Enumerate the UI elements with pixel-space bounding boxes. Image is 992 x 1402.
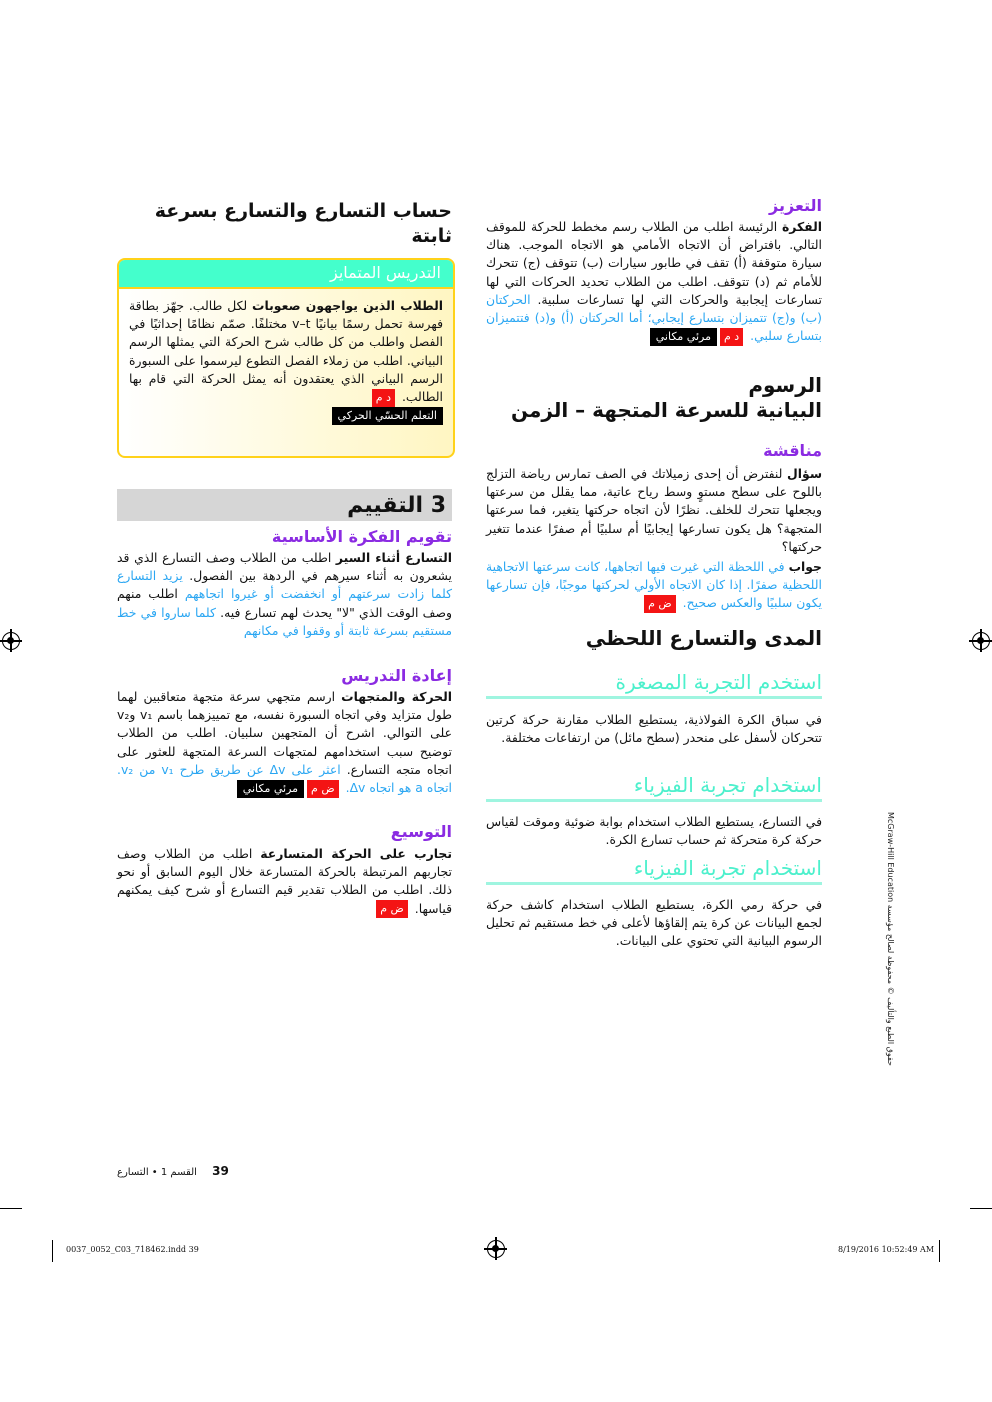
assessment-bar (117, 489, 452, 521)
section-label: القسم 1 • التسارع (117, 1167, 197, 1178)
graphs-title-line2: البيانية للسرعة المتجهة – الزمن (511, 398, 822, 422)
slug-filename: 0037_0052_C03_718462.indd 39 (66, 1245, 199, 1254)
assess-label: التقييم (347, 493, 424, 518)
graphs-title-line1: الرسوم (748, 373, 822, 397)
body: اطلب من الطلاب وصف التسارع الذي قد يشعرون به أثناء سيرهم في الردهة بين الفصول. (117, 550, 452, 584)
answer-text: في اللحظة التي غيرت فيها اتجاهها، كانت سرعتها الاتجاهية اللحظية صفرًا. إذا كان الاتجاه الأولي لحركتها موجبًا، فإن تسارعها يكون سلبيًا والعكس صحيح. (486, 559, 822, 611)
box-text (119, 289, 453, 425)
answer: الحركتان (ب) و(ج) تتميزان بتسارع إيجابي؛ أما الحركتان (أ) و(د) فتتميزان بتسارع سلبي. (486, 291, 822, 344)
registration-mark-icon (972, 632, 990, 650)
answer: اعثر على Δv عن طريق طرح v₁ من v₂. اتجاه a هو اتجاه Δv. (117, 761, 452, 796)
mini-lab-heading: استخدم التجربة المصغرة (486, 670, 822, 699)
question-label: سؤال (787, 466, 822, 481)
badge-level: ض م (376, 900, 408, 918)
crop-mark (970, 1208, 992, 1209)
lead: الحركة والمتجهات (341, 689, 452, 704)
answer-2: كلما ساروا في خط مستقيم بسرعة ثابتة أو وقفوا في مكانهم (117, 604, 452, 638)
badge-style: التعلم الحسّي الحركي (332, 407, 443, 425)
answer-label: جواب (788, 559, 822, 574)
check-heading: تقويم الفكرة الأساسية (271, 527, 452, 546)
body: الرئيسة اطلب من الطلاب رسم مخطط للحركة للموقف التالي. بافتراض أن الاتجاه الأمامي هو الاتجاه الموجب. هناك سيارة متوقفة (أ) تقف في طابور سيارات (ب) تتوقف (ج) تتحرك للأمام ثم (د) تتوقف. اطلب من الطلاب تحديد الحركات التي لها تسارعات إيجابية والحركات التي لها تسارعات سلبية. (486, 219, 822, 307)
assess-number: 3 (430, 493, 446, 518)
reteach-heading: إعادة التدريس (341, 666, 452, 685)
badge-style: مرئي مكاني (237, 780, 304, 798)
reinforce-heading: التعزيز (769, 196, 822, 215)
lead: التسارع أثناء السير (335, 550, 452, 565)
lead: تجارب على الحركة المتسارعة (260, 846, 452, 861)
mini-lab-text: في سباق الكرة الفولاذية، يستطيع الطلاب مقارنة حركة كرتين تتحركان لأسفل على منحدر (سطح مائل) من ارتفاعات مختلفة. (486, 712, 822, 746)
body: اطلب من الطلاب وصف تجاربهم المرتبطة بالحركة المتسارعة خلال اليوم السابق أو نحو ذلك. اطلب من الطلاب تقدير قيم التسارع أو شرح كيف يمكنهم قياسها. (117, 846, 452, 916)
crop-mark (0, 1208, 22, 1209)
discussion-question (486, 465, 822, 556)
reteach-text (117, 688, 452, 798)
extend-text (117, 845, 452, 918)
section-title: حساب التسارع والتسارع بسرعة ثابتة (154, 200, 452, 247)
badge-level: ض م (307, 780, 339, 798)
range-title: المدى والتسارع اللحظي (585, 626, 822, 650)
differentiated-instruction-box (117, 258, 455, 458)
graphs-title (486, 373, 822, 423)
registration-mark-icon (487, 1240, 505, 1258)
check-text (117, 549, 452, 640)
physics-lab-text: في التسارع، يستطيع الطلاب استخدام بوابة ضوئية وموقت لقياس حركة كرة متحركة ثم حساب تسارع الكرة. (486, 814, 822, 848)
page-footer (117, 1164, 229, 1178)
slug-divider (939, 1240, 940, 1262)
badge-level: د م (720, 328, 743, 346)
answer: يزيد التسارع كلما زادت سرعتهم أو انخفضت أو غيروا اتجاههم (117, 568, 452, 602)
physics-lab-text-2: في حركة رمي الكرة، يستطيع الطلاب استخدام كاشف حركة لجمع البيانات عن كرة يتم إلقاؤها لأعلى في خط مستقيم ثم تحليل الرسوم البيانية التي تحتوي على البيانات. (486, 897, 822, 949)
page-number: 39 (212, 1164, 229, 1178)
discussion-heading: مناقشة (763, 441, 822, 460)
badge-style: مرئي مكاني (650, 328, 717, 346)
physics-lab-heading: استخدام تجربة الفيزياء (486, 773, 822, 802)
registration-mark-icon (2, 632, 20, 650)
slug-timestamp: 8/19/2016 10:52:49 AM (838, 1245, 935, 1254)
lead: الفكرة (781, 219, 822, 234)
body: لكل طالب. جهّز بطاقة فهرسة تحمل رسمًا بيانيًا v–t مختلفًا. صمّم نظامًا إحداثيًا في الفصل واطلب من كل طالب شرح الحركة التي يمثلها الرسم البياني. اطلب من زملاء الفصل التطوع ليرسموا على السبورة الرسم البياني الذي يعتقدون أنه يمثل الحركة التي قام بها الطالب. (129, 298, 443, 405)
extend-heading: التوسيع (390, 822, 452, 841)
reinforce-paragraph (486, 218, 822, 346)
question-text: لنفترض أن إحدى زميلاتك في الصف تمارس رياضة التزلج باللوح على سطح مستوٍ وسط رياح عاتية، مما يقلل من سرعتها ويجعلها تتحرك للخلف. نظرًا لأن اتجاه حركتها يتغير، فما سرعتها المتجهة؟ هل يكون تسارعها إيجابيًا أم سلبيًا أم صفرًا عندما تتغير حركتها؟ (486, 466, 822, 554)
badge-level: د م (372, 389, 395, 407)
copyright: حقوق الطبع والتأليف © محفوظة لصالح مؤسسة McGraw-Hill Education (886, 812, 895, 1066)
box-heading: التدريس المتمايز (119, 260, 453, 289)
body-2: اطلب منهم وصف الوقت الذي "لا" يحدث لهم تسارع فيه. (117, 586, 452, 620)
badge-level: ض م (644, 595, 676, 613)
physics-lab-heading-2: استخدام تجربة الفيزياء (486, 856, 822, 885)
slug-divider (52, 1240, 53, 1262)
body: ارسم متجهي سرعة متجهة متعاقبين لهما طول متزايد وفي اتجاه السبورة نفسه، مع تمييزهما باسم v₁ وv₂ على التوالي. اشرح أن المتجهين سلبيان. اطلب من الطلاب توضيح سبب استخدامهم لمتجهات السرعة المتجهة للعثور على اتجاه متجه التسارع. (117, 689, 452, 777)
discussion-answer (486, 558, 822, 613)
lead: الطلاب الذين يواجهون صعوبات (252, 298, 443, 313)
